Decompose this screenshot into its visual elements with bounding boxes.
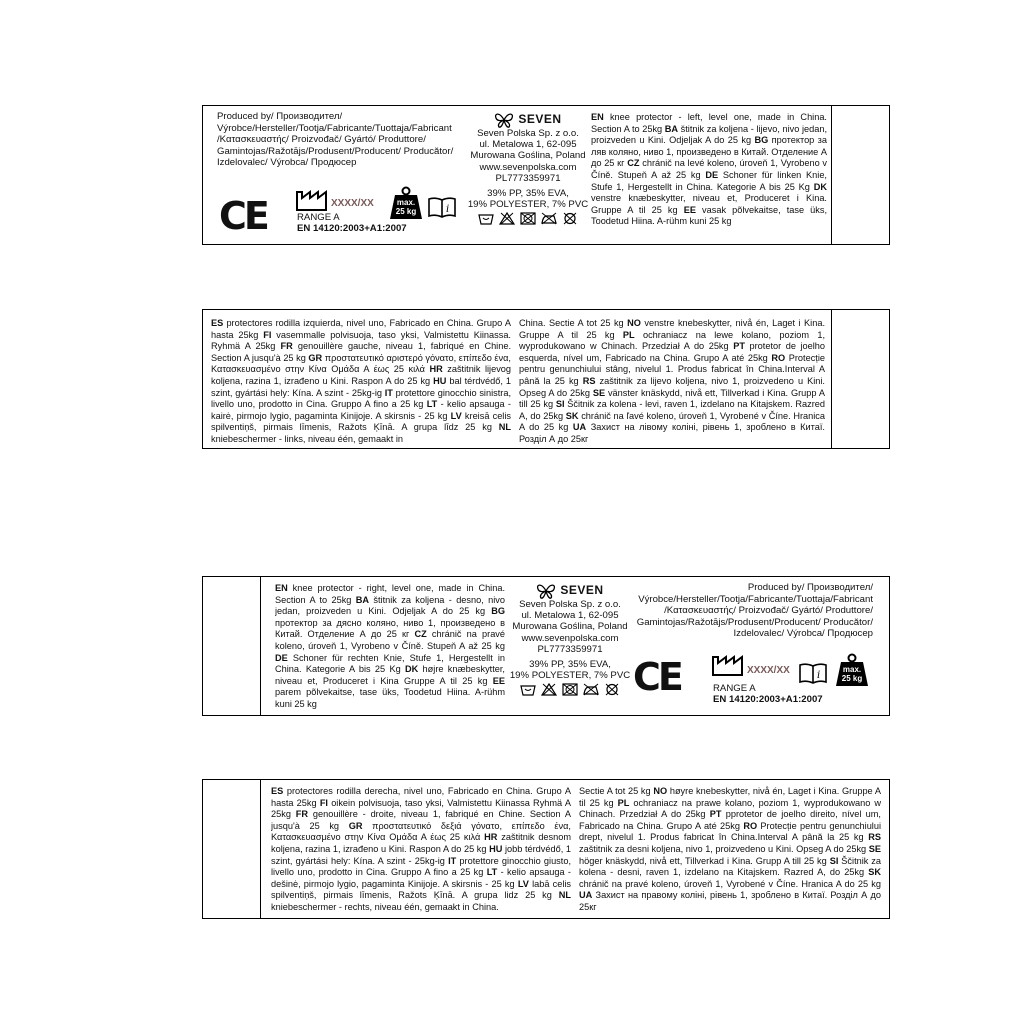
hand-wash-icon <box>520 683 536 696</box>
label-left-back <box>202 309 890 449</box>
lang-text-col2: China. Sectie A tot 25 kg NO venstre knebeskytter, nivå én, Laget i Kina. Gruppe A til 25 kg PL ochraniacz na lewe kolano, poziom 1, wyprodukowano w Chinach. Przedział A do 25kg PT protetor de joelho esquerda, nível um, Fabricado na China. Grupo A até 25kg RO Protecție pentru genunchiului stâng, nivelul 1. Produs fabricat în China.Interval A până la 25 kg RS zaštitnik za lijevo koljena, nivo 1, proizvedeno u Kini. Opseg A do 25kg SE vänster knäskydd, nivå ett, Tillverkad i Kina. Grupp A till 25 kg SI Ščitnik za kolena - levi, raven 1, izdelano na Kitajskem. Razred A, do 25kg SK chránič na ľavé koleno, úroveň 1, Vyrobené v Číne. Hranica A do 25 kg UA Захист на лівому коліні, рівень 1, зроблено в Китаї. Розділ А до 25кг <box>519 318 825 444</box>
max-weight-top: max. <box>396 198 416 207</box>
label-tab <box>203 780 261 918</box>
no-iron-icon <box>583 683 599 696</box>
no-bleach-icon <box>499 212 515 225</box>
company-line: PL7773359971 <box>537 643 603 655</box>
produced-by-line: /Κατασκευαστής/ Proizvođač/ Gyártó/ Produttore/ <box>664 605 873 616</box>
care-symbols <box>505 683 635 696</box>
no-iron-icon <box>541 212 557 225</box>
company-block <box>505 583 635 696</box>
company-line: ul. Metalowa 1, 62-095 <box>479 139 577 151</box>
material-line: 19% POLYESTER, 7% PVC <box>467 199 589 211</box>
brand-name: SEVEN <box>560 583 604 598</box>
hand-wash-icon <box>478 212 494 225</box>
range-label: RANGE A <box>713 683 756 694</box>
producer-block <box>629 582 873 640</box>
butterfly-logo-icon <box>536 583 556 599</box>
produced-by-line: Produced by/ Производител/ <box>747 582 873 593</box>
brand-logo <box>465 112 591 128</box>
label-right-back <box>202 779 890 919</box>
brand-name: SEVEN <box>518 112 562 127</box>
manufacturer-factory-icon <box>711 655 745 682</box>
care-symbols <box>465 212 591 225</box>
no-tumble-dry-icon <box>520 212 536 225</box>
company-block <box>465 112 591 225</box>
label-tab <box>831 106 889 244</box>
brand-logo <box>505 583 635 599</box>
max-weight-icon <box>389 186 423 220</box>
produced-by-line: Výrobce/Hersteller/Tootja/Fabricante/Tuottaja/Fabricant <box>638 593 873 605</box>
company-line: www.sevenpolska.com <box>479 161 577 173</box>
material-line: 39% PP, 35% EVA, <box>529 659 611 671</box>
max-weight-bottom: 25 kg <box>395 207 417 216</box>
produced-by-line: Gamintojas/Ražotājs/Produsent/Producent/ Producător/ <box>636 616 873 628</box>
produced-by-line: Výrobce/Hersteller/Tootja/Fabricante/Tuottaja/Fabricant <box>217 122 452 134</box>
company-line: Seven Polska Sp. z o.o. <box>519 599 621 610</box>
standard-label: EN 14120:2003+A1:2007 <box>713 694 823 705</box>
standard-label: EN 14120:2003+A1:2007 <box>297 223 407 234</box>
company-line: Murowana Goślina, Poland <box>470 150 586 162</box>
range-label: RANGE A <box>297 212 340 223</box>
company-line: Murowana Goślina, Poland <box>512 621 628 633</box>
ce-mark: CE <box>633 655 681 699</box>
material-line: 19% POLYESTER, 7% PVC <box>509 670 631 682</box>
no-tumble-dry-icon <box>562 683 578 696</box>
label-left-front <box>202 105 890 245</box>
no-bleach-icon <box>541 683 557 696</box>
max-weight-top: max. <box>842 665 862 674</box>
instructions-book-icon <box>799 662 827 689</box>
material-line: 39% PP, 35% EVA, <box>487 188 569 200</box>
svg-text:i: i <box>817 670 821 681</box>
produced-by-line: Produced by/ Производител/ <box>217 111 343 122</box>
max-weight-bottom: 25 kg <box>841 674 863 683</box>
date-code: XXXX/XX <box>747 665 790 676</box>
butterfly-logo-icon <box>494 112 514 128</box>
company-line: www.sevenpolska.com <box>521 632 619 644</box>
lang-text-col1: ES protectores rodilla derecha, nivel uno, Fabricado en China. Grupo A hasta 25kg FI oikein polvisuoja, taso yksi, Valmistettu Kiinassa Ryhmä A 25kg FR genouillère - droite, niveau 1, fabriqué en Chine. Section A jusqu'à 25 kg GR προστατευτικό δεξιά γόνατο, επίπεδο ένα, Κατασκευασμένο στην Κίνα Ομάδα Α έως 25 κιλά HR zaštitnik desnom koljena, razina 1, izrađeno u Kini. Raspon A do 25 kg HU jobb térdvédő, 1 szint, gyártási hely: Kína. A szint - 25kg-ig IT protettore ginocchio giusto, livello uno, prodotto in Cina. Gruppo A fino a 25 kg LT - kelio apsauga - dešinė, pirmojo lygio, pagaminta Kinijoje. A skirsnis - 25 kg LV labā celis spilventiņš, pirmais līmenis, Ražots Ķīnā. A grupa lidz 25 kg NL kniebeschermer - rechts, niveau één, gemaakt in China. <box>271 786 571 912</box>
no-dry-clean-icon <box>604 683 620 696</box>
lang-text-col2: Sectie A tot 25 kg NO høyre knebeskytter, nivå én, Laget i Kina. Gruppe A til 25 kg PL ochraniacz na prawe kolano, poziom 1, wyprodukowano w Chinach. Przedział A do 25kg PT pprotetor de joelho direito, nível um, Fabricado na China. Grupo A até 25kg RO Protecție pentru genunchiului drept, nivelul 1. Produs fabricat în China.Interval A până la 25 kg RS zaštitnik za desni koljena, nivo 1, proizvedeno u Kini. Opseg A do 25kg SE höger knäskydd, nivå ett, Tillverkad i Kina. Grupp A till 25 kg SI Ščitnik za kolena - desni, raven 1, izdelano na Kitajskem. Razred A, do 25kg SK chránič na pravé koleno, úroveň 1, Vyrobené v Číne. Hranica A do 25 kg UA Захист на правому коліні, рівень 1, зроблено в Китаї. Розділ А до 25кг <box>579 786 881 912</box>
max-weight-icon <box>835 653 869 687</box>
label-tab <box>203 577 261 715</box>
en-text-block: EN knee protector - right, level one, made in China. Section A to 25kg BA štitnik za koljena - desno, nivo jedan, proizveden u Kini. Odjeljak A do 25 kg BG протектор за дясно коляно, ниво 1, произведено в Китай. Отделение А до 25 кг CZ chránič na pravé koleno, úroveň 1, Vyrobeno v Číně. Stupeň A až 25 kg DE Schoner für rechten Knie, Stufe 1, Hergestellt in China. Kategorie A bis 25 Kg DK højre knæbeskytter, niveau et, Produceret i Kina Gruppe A til 25 kg EE parem põlvekaitse, tase üks, Toodetud Hiina. A-rühm kuni 25 kg <box>275 583 505 709</box>
no-dry-clean-icon <box>562 212 578 225</box>
produced-by-line: Izdelovalec/ Výrobca/ Продюсер <box>217 157 357 168</box>
en-text-block: EN knee protector - left, level one, made in China. Section A to 25kg BA štitnik za koljena - lijevo, nivo jedan, proizveden u Kini. Odjeljak A do 25 kg BG протектор за ляв коляно, ниво 1, произведено в Китай. Отделение А до 25 кг CZ chránič na levé koleno, úroveň 1, Vyrobeno v Číně. Stupeň A až 25 kg DE Schoner für linken Knie, Stufe 1, Hergestellt in China. Kategorie A bis 25 Kg DK venstre knæbeskytter, niveau et, Produceret i Kina. Gruppe A til 25 kg EE vasak põlvekaitse, tase üks, Toodetud Hiina. A-rühm kuni 25 kg <box>591 112 827 227</box>
company-line: PL7773359971 <box>495 172 561 184</box>
produced-by-line: /Κατασκευαστής/ Proizvođač/ Gyártó/ Produttore/ <box>217 134 426 145</box>
date-code: XXXX/XX <box>331 198 374 209</box>
label-right-front <box>202 576 890 716</box>
ce-mark: CE <box>219 194 267 238</box>
producer-block <box>217 111 467 169</box>
label-tab <box>831 310 889 448</box>
svg-text:i: i <box>446 204 450 215</box>
company-line: ul. Metalowa 1, 62-095 <box>521 610 619 622</box>
produced-by-line: Izdelovalec/ Výrobca/ Продюсер <box>733 628 873 639</box>
company-line: Seven Polska Sp. z o.o. <box>477 128 579 139</box>
lang-text-col1: ES protectores rodilla izquierda, nivel uno, Fabricado en China. Grupo A hasta 25kg FI vasemmalle polvisuoja, taso yksi, Valmistettu Kiinassa. Ryhmä A 25kg FR genouillère gauche, niveau 1, fabriqué en Chine. Section A jusqu'à 25 kg GR προστατευτικό αριστερό γόνατο, επίπεδο ένα, Κατασκευασμένο στην Κίνα Ομάδα Α έως 25 κιλά HR zaštitnik lijevog koljena, razina 1, izrađeno u Kini. Raspon A do 25 kg HU bal térdvédő, 1 szint, gyártási hely: Kína. A szint - 25kg-ig IT protettore ginocchio sinistra, livello uno, prodotto in Cina. Gruppo A fino a 25 kg LT - kelio apsauga - kairė, pirmojo lygio, pagaminta Kinijoje. A skirsnis - 25 kg LV kreisā celis spilventiņš, pirmais līmenis, Ražots Ķīnā. A grupa līdz 25 kg NL kniebeschermer - links, niveau één, gemaakt in <box>211 318 511 444</box>
produced-by-line: Gamintojas/Ražotājs/Produsent/Producent/ Producător/ <box>217 145 454 157</box>
instructions-book-icon <box>428 196 456 223</box>
